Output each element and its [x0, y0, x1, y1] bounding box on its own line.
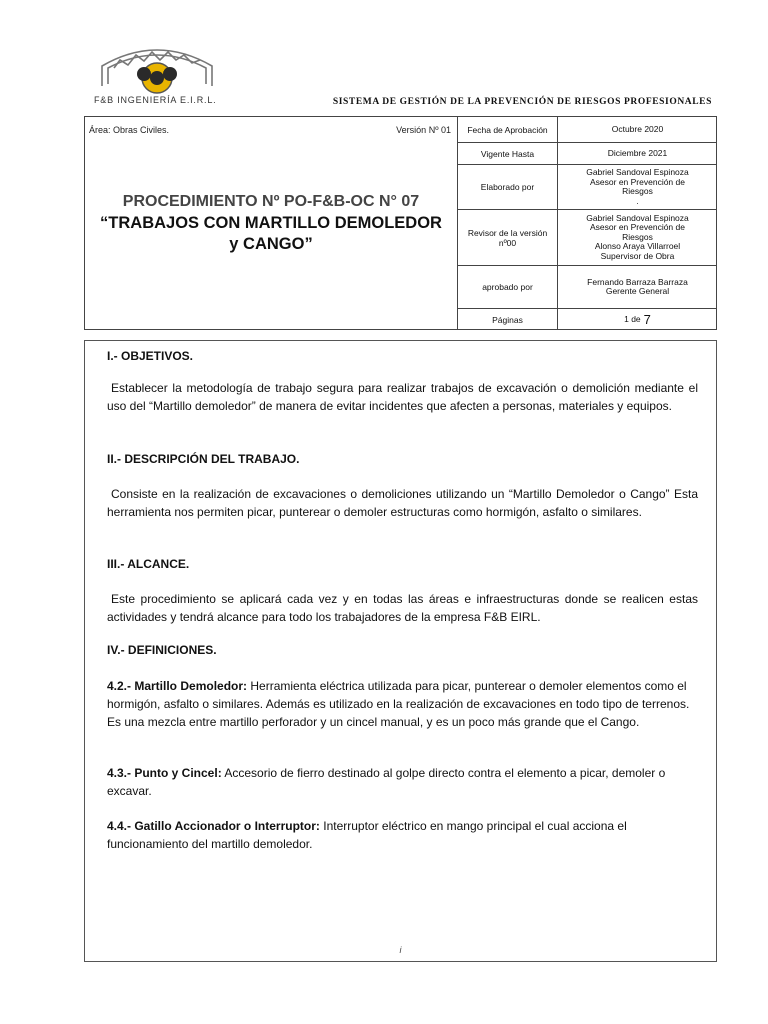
- definition-text: Interruptor eléctrico en mango principal el cual acciona el funcionamiento del martillo demoledor.: [107, 819, 627, 851]
- procedure-title: [85, 213, 457, 255]
- row-pages: [458, 309, 717, 330]
- page-total: 7: [643, 311, 651, 327]
- definition-martillo: [107, 677, 698, 731]
- row-valid-until: [458, 143, 717, 165]
- section-objectives-text: Establecer la metodología de trabajo segura para realizar trabajos de excavación o demolición mediante el uso del “Martillo demoledor” de manera de evitar incidentes que afecten a personas, materiales y equipos.: [107, 381, 698, 413]
- definition-text: Herramienta eléctrica utilizada para picar, punterear o demoler elementos como el hormigón, asfalto o similares. Además es utilizado en la realización de excavaciones en todo tipo de terrenos. Es una mezcla entre martillo perforador y un cincel manual, y es un poco más grande que el Cango.: [107, 679, 690, 729]
- row-prepared-by: [458, 165, 717, 210]
- header-left-panel: [85, 117, 457, 329]
- definition-term: 4.2.- Martillo Demoledor:: [107, 679, 248, 693]
- definition-gatillo: [107, 817, 698, 853]
- section-description-text: Consiste en la realización de excavaciones o demoliciones utilizando un “Martillo Demoledor o Cango” Esta herramienta nos permiten picar, punterear o demoler estructuras como hormigón, asfalto o similares.: [107, 487, 698, 519]
- procedure-title-line2: y CANGO”: [229, 235, 313, 253]
- section-scope-title: III.- ALCANCE.: [107, 557, 190, 571]
- row-label: Fecha de Aprobación: [458, 117, 558, 142]
- definition-term: 4.4.- Gatillo Accionador o Interruptor:: [107, 819, 320, 833]
- page-mark: i: [399, 945, 402, 955]
- section-objectives-title: I.- OBJETIVOS.: [107, 349, 194, 363]
- row-value: [558, 309, 717, 330]
- row-value: Octubre 2020: [611, 123, 664, 134]
- definition-text: Accesorio de fierro destinado al golpe directo contra el elemento a picar, demoler o excavar.: [107, 766, 666, 798]
- company-name: F&B INGENIERÍA E.I.R.L.: [94, 95, 217, 105]
- document-header: [84, 116, 717, 330]
- document-body: [84, 340, 717, 962]
- section-definitions-title: IV.- DEFINICIONES.: [107, 643, 217, 657]
- row-reviewer: [458, 210, 717, 266]
- row-approval-date: [458, 117, 717, 143]
- row-value: Gabriel Sandoval Espinoza Asesor en Prevención de Riesgos .: [586, 167, 689, 206]
- row-approved-by: [458, 266, 717, 309]
- row-value: Fernando Barraza Barraza Gerente General: [587, 276, 688, 296]
- definition-term: 4.3.- Punto y Cincel:: [107, 766, 222, 780]
- row-label: Elaborado por: [458, 165, 558, 209]
- section-description-title: II.- DESCRIPCIÓN DEL TRABAJO.: [107, 452, 300, 466]
- definition-punto-cincel: [107, 764, 698, 800]
- row-value: Diciembre 2021: [607, 147, 668, 158]
- system-name: SISTEMA DE GESTIÓN DE LA PREVENCIÓN DE RIESGOS PROFESIONALES: [332, 97, 712, 107]
- row-label: Revisor de la versión nº00: [458, 210, 558, 265]
- version-label: Versión Nº 01: [396, 125, 451, 135]
- procedure-title-line1: “TRABAJOS CON MARTILLO DEMOLEDOR: [100, 214, 442, 232]
- page-prefix: 1 de: [624, 313, 641, 324]
- row-label: Vigente Hasta: [458, 143, 558, 164]
- row-value: Gabriel Sandoval Espinoza Asesor en Prevención de Riesgos Alonso Araya Villarroel Supervisor de Obra: [586, 212, 689, 261]
- procedure-code: PROCEDIMIENTO Nº PO-F&B-OC N° 07: [122, 193, 420, 210]
- row-label: aprobado por: [458, 266, 558, 308]
- approval-table: [457, 117, 717, 330]
- section-scope-text: Este procedimiento se aplicará cada vez y en todas las áreas e infraestructuras donde se realicen estas actividades y tendrá alcance para todo los trabajadores de la empresa F&B EIRL.: [107, 592, 698, 624]
- row-label: Páginas: [458, 309, 558, 330]
- area-label: Área: Obras Civiles.: [89, 125, 170, 135]
